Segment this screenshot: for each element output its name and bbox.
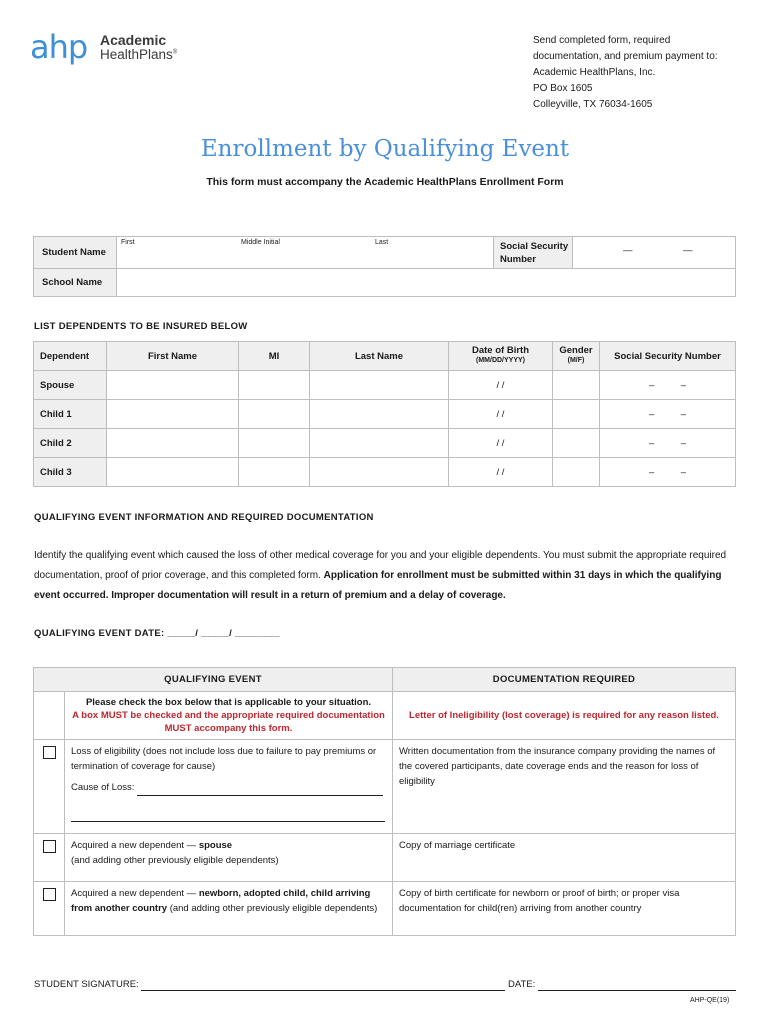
- row-label: Spouse: [34, 371, 107, 400]
- date-field[interactable]: [538, 979, 736, 991]
- date-label: DATE:: [507, 979, 536, 990]
- col-qualifying-event: QUALIFYING EVENT: [34, 668, 393, 692]
- last-name-cell[interactable]: [310, 458, 449, 487]
- blank-cell: [34, 692, 65, 740]
- dependents-table: [33, 341, 736, 487]
- cause-of-loss-label: Cause of Loss:: [71, 782, 135, 793]
- logo-mark: ahp: [30, 28, 88, 66]
- col-last-name: Last Name: [310, 342, 449, 371]
- page-subtitle: This form must accompany the Academic HealthPlans Enrollment Form: [206, 176, 564, 188]
- documentation-warning: Letter of Ineligibility (lost coverage) is required for any reason listed.: [393, 692, 736, 740]
- loss-of-eligibility-checkbox[interactable]: [43, 746, 56, 759]
- gender-format: (M/F): [567, 357, 585, 364]
- event-bold-text: spouse: [198, 840, 233, 851]
- table-row: [34, 371, 736, 400]
- cause-of-loss-field[interactable]: [137, 780, 383, 796]
- signature-label: STUDENT SIGNATURE:: [34, 979, 139, 990]
- school-name-field[interactable]: [117, 269, 736, 297]
- row-label: Child 2: [34, 429, 107, 458]
- documentation-text: Written documentation from the insurance company providing the names of the covered participants, date coverage ends and the reason for loss of eligibility: [393, 740, 736, 834]
- send-to-line: Send completed form, required: [533, 35, 671, 46]
- signature-field[interactable]: [141, 979, 505, 991]
- event-cell: [65, 882, 393, 936]
- event-cell: [65, 834, 393, 882]
- dependents-section-title: LIST DEPENDENTS TO BE INSURED BELOW: [34, 321, 248, 332]
- new-child-checkbox[interactable]: [43, 888, 56, 901]
- qualifying-event-table: [33, 667, 736, 936]
- instructions-paragraph: [34, 546, 738, 606]
- send-to-line: documentation, and premium payment to:: [533, 51, 718, 62]
- gender-cell[interactable]: [553, 400, 600, 429]
- dob-cell[interactable]: / /: [449, 371, 553, 400]
- table-row: [34, 429, 736, 458]
- logo-line2: HealthPlans®: [100, 47, 178, 62]
- col-dependent: Dependent: [34, 342, 107, 371]
- check-instruction-text: Please check the box below that is applicable to your situation.: [85, 697, 372, 708]
- gender-cell[interactable]: [553, 458, 600, 487]
- dob-cell[interactable]: / /: [449, 429, 553, 458]
- page-title: Enrollment by Qualifying Event: [200, 136, 570, 162]
- mi-cell[interactable]: [239, 400, 310, 429]
- instructions-bold-text: Application for enrollment must be submitted within 31 days in which the qualifying event occurred. Improper documentation will result in a return of premium and a delay of coverage.: [34, 570, 722, 601]
- cause-of-loss-field-line2[interactable]: [71, 806, 385, 822]
- first-name-cell[interactable]: [107, 458, 239, 487]
- check-instruction-warning: A box MUST be checked and the appropriate required documentation MUST accompany this form.: [72, 710, 385, 734]
- signature-row: [34, 979, 736, 991]
- col-mi: MI: [239, 342, 310, 371]
- gender-cell[interactable]: [553, 429, 600, 458]
- qualifying-event-date[interactable]: QUALIFYING EVENT DATE: _____/ _____/ ________: [34, 628, 280, 639]
- send-to-address: [533, 33, 718, 113]
- event-note: (and adding other previously eligible dependents): [71, 855, 279, 866]
- school-name-label: School Name: [34, 269, 117, 297]
- row-label: Child 3: [34, 458, 107, 487]
- form-code: AHP-QE(19): [690, 997, 730, 1004]
- mi-cell[interactable]: [239, 371, 310, 400]
- event-note: (and adding other previously eligible dependents): [167, 903, 378, 914]
- first-name-cell[interactable]: [107, 429, 239, 458]
- middle-initial-label: Middle Initial: [241, 239, 280, 246]
- send-to-line: Colleyville, TX 76034-1605: [533, 99, 653, 110]
- col-first-name: First Name: [107, 342, 239, 371]
- student-name-label: Student Name: [34, 237, 117, 269]
- gender-label: Gender: [559, 345, 593, 356]
- last-name-cell[interactable]: [310, 400, 449, 429]
- student-info-table: [33, 236, 736, 297]
- first-label: First: [121, 239, 135, 246]
- col-dob: [449, 342, 553, 371]
- dob-cell[interactable]: / /: [449, 400, 553, 429]
- send-to-line: Academic HealthPlans, Inc.: [533, 67, 656, 78]
- first-name-cell[interactable]: [107, 371, 239, 400]
- ssn-label: Social Security Number: [494, 237, 573, 269]
- mi-cell[interactable]: [239, 429, 310, 458]
- ssn-cell[interactable]: – –: [600, 429, 736, 458]
- student-ssn-field[interactable]: [573, 237, 736, 269]
- dob-label: Date of Birth: [472, 345, 529, 356]
- row-label: Child 1: [34, 400, 107, 429]
- ssn-cell[interactable]: – –: [600, 458, 736, 487]
- ssn-dash: —: [683, 245, 693, 256]
- last-label: Last: [375, 239, 389, 246]
- table-row: [34, 834, 736, 882]
- first-name-cell[interactable]: [107, 400, 239, 429]
- last-name-cell[interactable]: [310, 371, 449, 400]
- ssn-cell[interactable]: – –: [600, 371, 736, 400]
- event-text: Acquired a new dependent —: [71, 888, 199, 899]
- new-spouse-checkbox[interactable]: [43, 840, 56, 853]
- ssn-dash: —: [623, 245, 633, 256]
- instructions-text: Identify the qualifying event which caused the loss of other medical coverage for you and your eligible dependents. You must submit the appropriate required documentation, proof of prior coverage, and this completed form.: [34, 550, 727, 581]
- qualifying-event-section-title: QUALIFYING EVENT INFORMATION AND REQUIRED DOCUMENTATION: [34, 512, 374, 523]
- event-cell: [65, 740, 393, 834]
- last-name-cell[interactable]: [310, 429, 449, 458]
- event-bold-text: newborn, adopted child, child arriving from another country: [71, 888, 371, 914]
- event-text: Acquired a new dependent —: [71, 840, 199, 851]
- table-row: [34, 458, 736, 487]
- col-documentation: DOCUMENTATION REQUIRED: [393, 668, 736, 692]
- gender-cell[interactable]: [553, 371, 600, 400]
- send-to-line: PO Box 1605: [533, 83, 593, 94]
- event-text: Loss of eligibility (does not include loss due to failure to pay premiums or termination of coverage for cause): [71, 746, 377, 772]
- check-instructions: [65, 692, 393, 740]
- table-row: [34, 882, 736, 936]
- ssn-cell[interactable]: – –: [600, 400, 736, 429]
- dob-format: (MM/DD/YYYY): [476, 357, 525, 364]
- col-gender: [553, 342, 600, 371]
- table-row: [34, 400, 736, 429]
- logo-line1: Academic: [100, 32, 167, 48]
- col-ssn: Social Security Number: [600, 342, 736, 371]
- student-name-field[interactable]: [117, 237, 494, 269]
- mi-cell[interactable]: [239, 458, 310, 487]
- table-row: [34, 740, 736, 834]
- dob-cell[interactable]: / /: [449, 458, 553, 487]
- documentation-text: Copy of marriage certificate: [393, 834, 736, 882]
- documentation-text: Copy of birth certificate for newborn or proof of birth; or proper visa documentation for child(ren) arriving from another country: [393, 882, 736, 936]
